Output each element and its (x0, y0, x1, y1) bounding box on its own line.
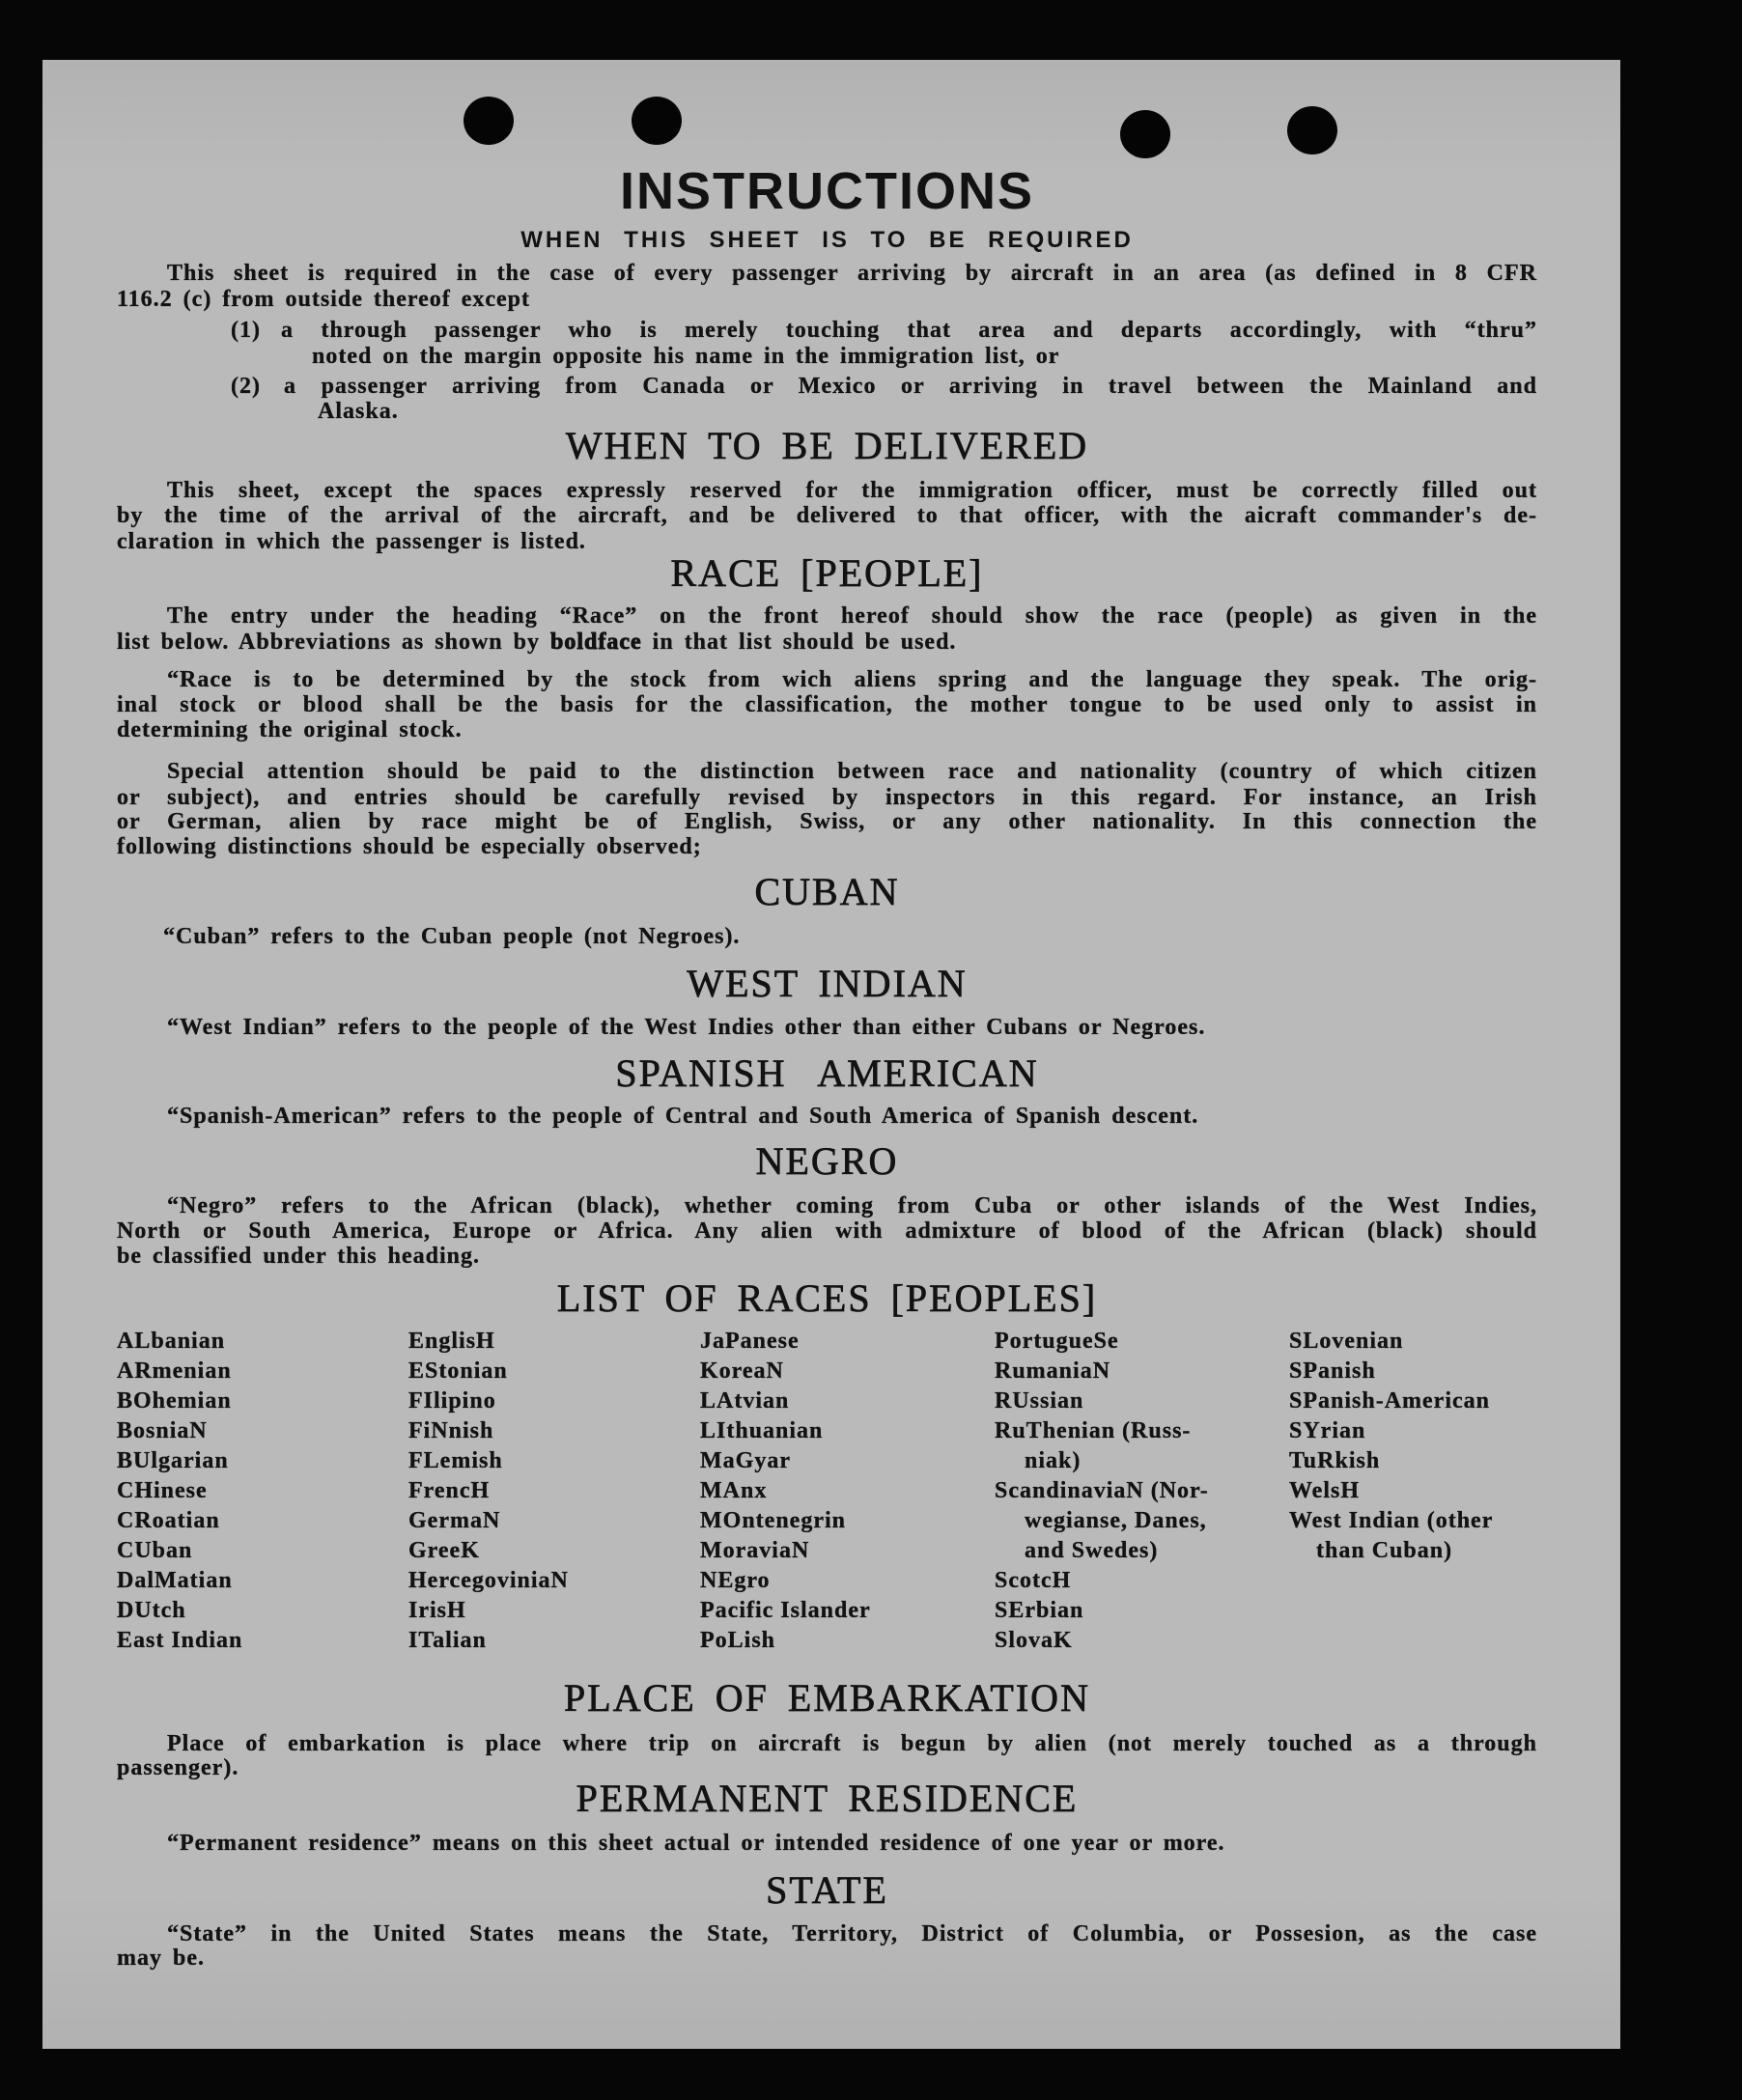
embarkation-line: passenger). (117, 1755, 239, 1780)
race-list-item: RumaniaN (995, 1358, 1111, 1384)
definition-west-indian: “West Indian” refers to the people of the West Indies other than either Cubans or Negroes. (167, 1015, 1206, 1040)
exception-line: Alaska. (318, 399, 399, 424)
exception-line: noted on the margin opposite his name in the immigration list, or (312, 344, 1060, 369)
exception-line: a through passenger who is merely touching that area and departs accordingly, with “thru” (281, 318, 1537, 343)
race-list-item: EStonian (408, 1358, 508, 1384)
race-list-item: KoreaN (700, 1358, 784, 1384)
race-determination-line: inal stock or blood shall be the basis for the classification, the mother tongue to be used only to assist in (117, 692, 1537, 717)
embarkation-line: Place of embarkation is place where trip on aircraft is begun by alien (not merely touched as a through (167, 1731, 1537, 1756)
race-entry-text: in that list should be used. (652, 630, 957, 655)
race-list-item: LIthuanian (700, 1418, 824, 1443)
race-entry-line: The entry under the heading “Race” on the front hereof should show the race (people) as given in the (167, 603, 1537, 629)
race-list-item: PortugueSe (995, 1329, 1119, 1354)
definition-negro-line: “Negro” refers to the African (black), whether coming from Cuba or other islands of the West Indies, (167, 1193, 1537, 1218)
state-line: “State” in the United States means the State, Territory, District of Columbia, or Possesion, as the case (167, 1921, 1537, 1946)
section-heading-negro: NEGRO (755, 1139, 899, 1183)
race-list-item: FrencH (408, 1478, 491, 1503)
race-list-item: CUban (117, 1538, 193, 1563)
page-subtitle: WHEN THIS SHEET IS TO BE REQUIRED (520, 227, 1134, 253)
race-list-item: MaGyar (700, 1448, 791, 1473)
race-list-item-continuation: niak) (1025, 1448, 1082, 1473)
delivered-line: This sheet, except the spaces expressly reserved for the immigration officer, must be correctly filled out (167, 478, 1537, 503)
race-list-item-continuation: wegianse, Danes, (1025, 1508, 1207, 1533)
race-list-item: SPanish (1289, 1358, 1376, 1384)
exception-line: a passenger arriving from Canada or Mexico or arriving in travel between the Mainland and (284, 374, 1537, 399)
race-list-item: ScandinaviaN (Nor- (995, 1478, 1209, 1503)
race-list-item: PoLish (700, 1628, 776, 1653)
race-list-item: FiNnish (408, 1418, 494, 1443)
race-list-item: BUlgarian (117, 1448, 229, 1473)
race-list-item: CHinese (117, 1478, 208, 1503)
race-list-item: GreeK (408, 1538, 480, 1563)
exception-marker: (2) (231, 374, 261, 399)
race-list-item-continuation: than Cuban) (1316, 1538, 1453, 1563)
race-list-item: SLovenian (1289, 1329, 1404, 1354)
race-list-item: DalMatian (117, 1568, 233, 1593)
race-list-item: IrisH (408, 1598, 466, 1623)
race-attention-line: or subject), and entries should be carefully revised by inspectors in this regard. For instance, an Irish (117, 785, 1537, 810)
delivered-line: claration in which the passenger is listed. (117, 529, 586, 554)
race-list-column-1 (117, 1329, 242, 1658)
race-list-item: MOntenegrin (700, 1508, 846, 1533)
race-list-item: ITalian (408, 1628, 487, 1653)
race-list-item: ALbanian (117, 1329, 226, 1354)
race-list-item: CRoatian (117, 1508, 220, 1533)
definition-spanish-american: “Spanish-American” refers to the people of Central and South America of Spanish descent. (167, 1104, 1199, 1129)
race-determination-line: determining the original stock. (117, 717, 463, 742)
race-list-item: FLemish (408, 1448, 503, 1473)
required-intro-line: This sheet is required in the case of every passenger arriving by aircraft in an area (as defined in 8 CFR (167, 261, 1537, 286)
race-list-item: BosniaN (117, 1418, 208, 1443)
punch-hole (1287, 106, 1337, 154)
race-list-item: DUtch (117, 1598, 186, 1623)
page-title: INSTRUCTIONS (620, 162, 1034, 220)
state-line: may be. (117, 1946, 205, 1971)
race-list-item: BOhemian (117, 1388, 232, 1414)
race-list-column-3 (700, 1329, 871, 1658)
section-heading-residence: PERMANENT RESIDENCE (576, 1777, 1079, 1820)
race-list-item: SlovaK (995, 1628, 1073, 1653)
race-attention-line: following distinctions should be especially observed; (117, 834, 702, 859)
race-list-item: RUssian (995, 1388, 1084, 1414)
section-heading-west-indian: WEST INDIAN (687, 962, 968, 1005)
race-attention-line: or German, alien by race might be of English, Swiss, or any other nationality. In this connection the (117, 809, 1537, 834)
race-list-item: LAtvian (700, 1388, 790, 1414)
exception-marker: (1) (231, 318, 261, 343)
race-entry-line (117, 630, 956, 657)
race-list-item: SYrian (1289, 1418, 1366, 1443)
race-list-item: East Indian (117, 1628, 243, 1653)
section-heading-state: STATE (766, 1868, 888, 1912)
race-entry-text: list below. Abbreviations as shown by (117, 630, 540, 655)
race-list-item: West Indian (other (1289, 1508, 1494, 1533)
punch-hole (1120, 110, 1170, 158)
race-list-item: ScotcH (995, 1568, 1072, 1593)
race-list-item-continuation: and Swedes) (1025, 1538, 1159, 1563)
punch-hole (464, 97, 514, 145)
race-list-item: MAnx (700, 1478, 768, 1503)
definition-cuban: “Cuban” refers to the Cuban people (not Negroes). (163, 924, 741, 949)
race-list-item: WelsH (1289, 1478, 1361, 1503)
race-determination-line: “Race is to be determined by the stock from wich aliens spring and the language they speak. The orig- (167, 667, 1537, 692)
race-list-item: ARmenian (117, 1358, 232, 1384)
section-heading-embarkation: PLACE OF EMBARKATION (564, 1676, 1090, 1720)
race-list-item: SPanish-American (1289, 1388, 1490, 1414)
delivered-line: by the time of the arrival of the aircraft, and be delivered to that officer, with the aicraft commander's de- (117, 503, 1537, 528)
race-list-item: HercegoviniaN (408, 1568, 569, 1593)
section-heading-list-of-races: LIST OF RACES [PEOPLES] (556, 1276, 1098, 1320)
section-heading-delivered: WHEN TO BE DELIVERED (565, 424, 1089, 467)
punch-hole (632, 97, 682, 145)
race-list-column-2 (408, 1329, 569, 1658)
section-heading-cuban: CUBAN (754, 870, 900, 913)
race-list-item: NEgro (700, 1568, 771, 1593)
race-list-column-5 (1289, 1329, 1493, 1568)
required-intro-line: 116.2 (c) from outside thereof except (117, 287, 531, 312)
race-list-item: JaPanese (700, 1329, 800, 1354)
section-heading-spanish-american: SPANISH AMERICAN (615, 1051, 1039, 1095)
race-list-column-4 (995, 1329, 1209, 1658)
race-attention-line: Special attention should be paid to the distinction between race and nationality (country of which citizen (167, 759, 1537, 784)
boldface-word: boldface (550, 630, 642, 655)
race-list-item: MoraviaN (700, 1538, 810, 1563)
race-list-item: SErbian (995, 1598, 1084, 1623)
race-list-item: TuRkish (1289, 1448, 1381, 1473)
race-list-item: GermaN (408, 1508, 501, 1533)
race-list-item: EnglisH (408, 1329, 495, 1354)
section-heading-race: RACE [PEOPLE] (670, 551, 984, 595)
residence-line: “Permanent residence” means on this sheet actual or intended residence of one year or more. (167, 1831, 1225, 1856)
race-list-item: Pacific Islander (700, 1598, 871, 1623)
race-list-item: RuThenian (Russ- (995, 1418, 1192, 1443)
race-list-item: FIlipino (408, 1388, 496, 1414)
definition-negro-line: be classified under this heading. (117, 1244, 480, 1269)
definition-negro-line: North or South America, Europe or Africa. Any alien with admixture of blood of the African (black) should (117, 1218, 1537, 1244)
